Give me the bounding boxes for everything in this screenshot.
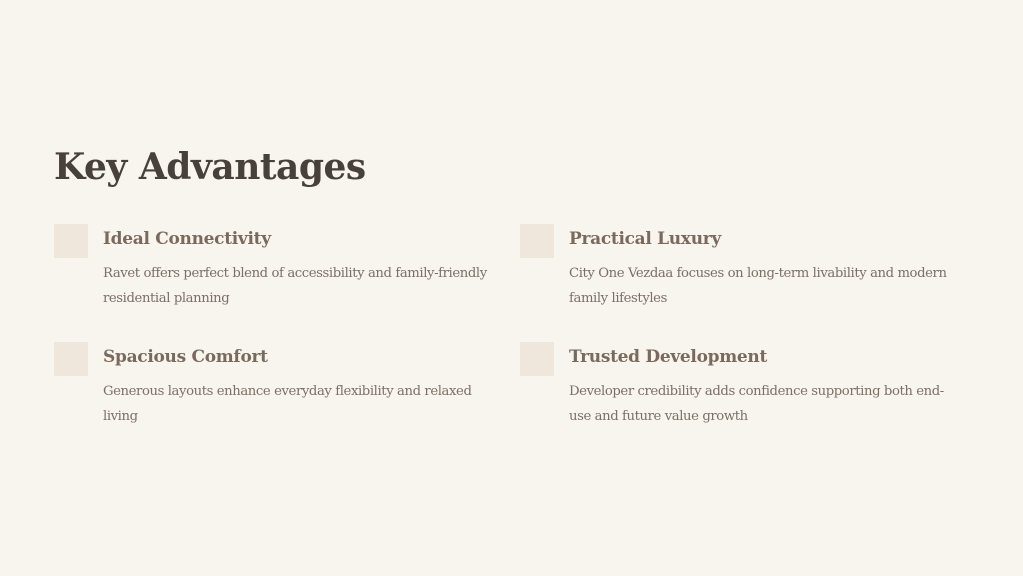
advantage-marker-icon bbox=[520, 224, 554, 258]
advantage-description: Developer credibility adds confidence supporting both end-use and future value growth bbox=[569, 384, 944, 424]
page-title: Key Advantages bbox=[54, 146, 366, 188]
advantage-description: City One Vezdaa focuses on long-term livability and modern family lifestyles bbox=[569, 266, 947, 306]
advantage-title: Practical Luxury bbox=[569, 229, 722, 249]
advantage-card-spacious-comfort bbox=[54, 342, 499, 432]
advantage-title: Ideal Connectivity bbox=[103, 229, 271, 249]
advantage-description: Generous layouts enhance everyday flexibility and relaxed living bbox=[103, 384, 472, 424]
advantage-card-practical-luxury bbox=[520, 224, 965, 314]
advantage-card-trusted-development bbox=[520, 342, 965, 432]
advantage-marker-icon bbox=[54, 342, 88, 376]
advantage-description: Ravet offers perfect blend of accessibility and family-friendly residential planning bbox=[103, 266, 487, 306]
advantage-title: Spacious Comfort bbox=[103, 347, 268, 367]
advantage-marker-icon bbox=[520, 342, 554, 376]
advantage-card-ideal-connectivity bbox=[54, 224, 499, 314]
advantage-marker-icon bbox=[54, 224, 88, 258]
advantage-title: Trusted Development bbox=[569, 347, 768, 367]
